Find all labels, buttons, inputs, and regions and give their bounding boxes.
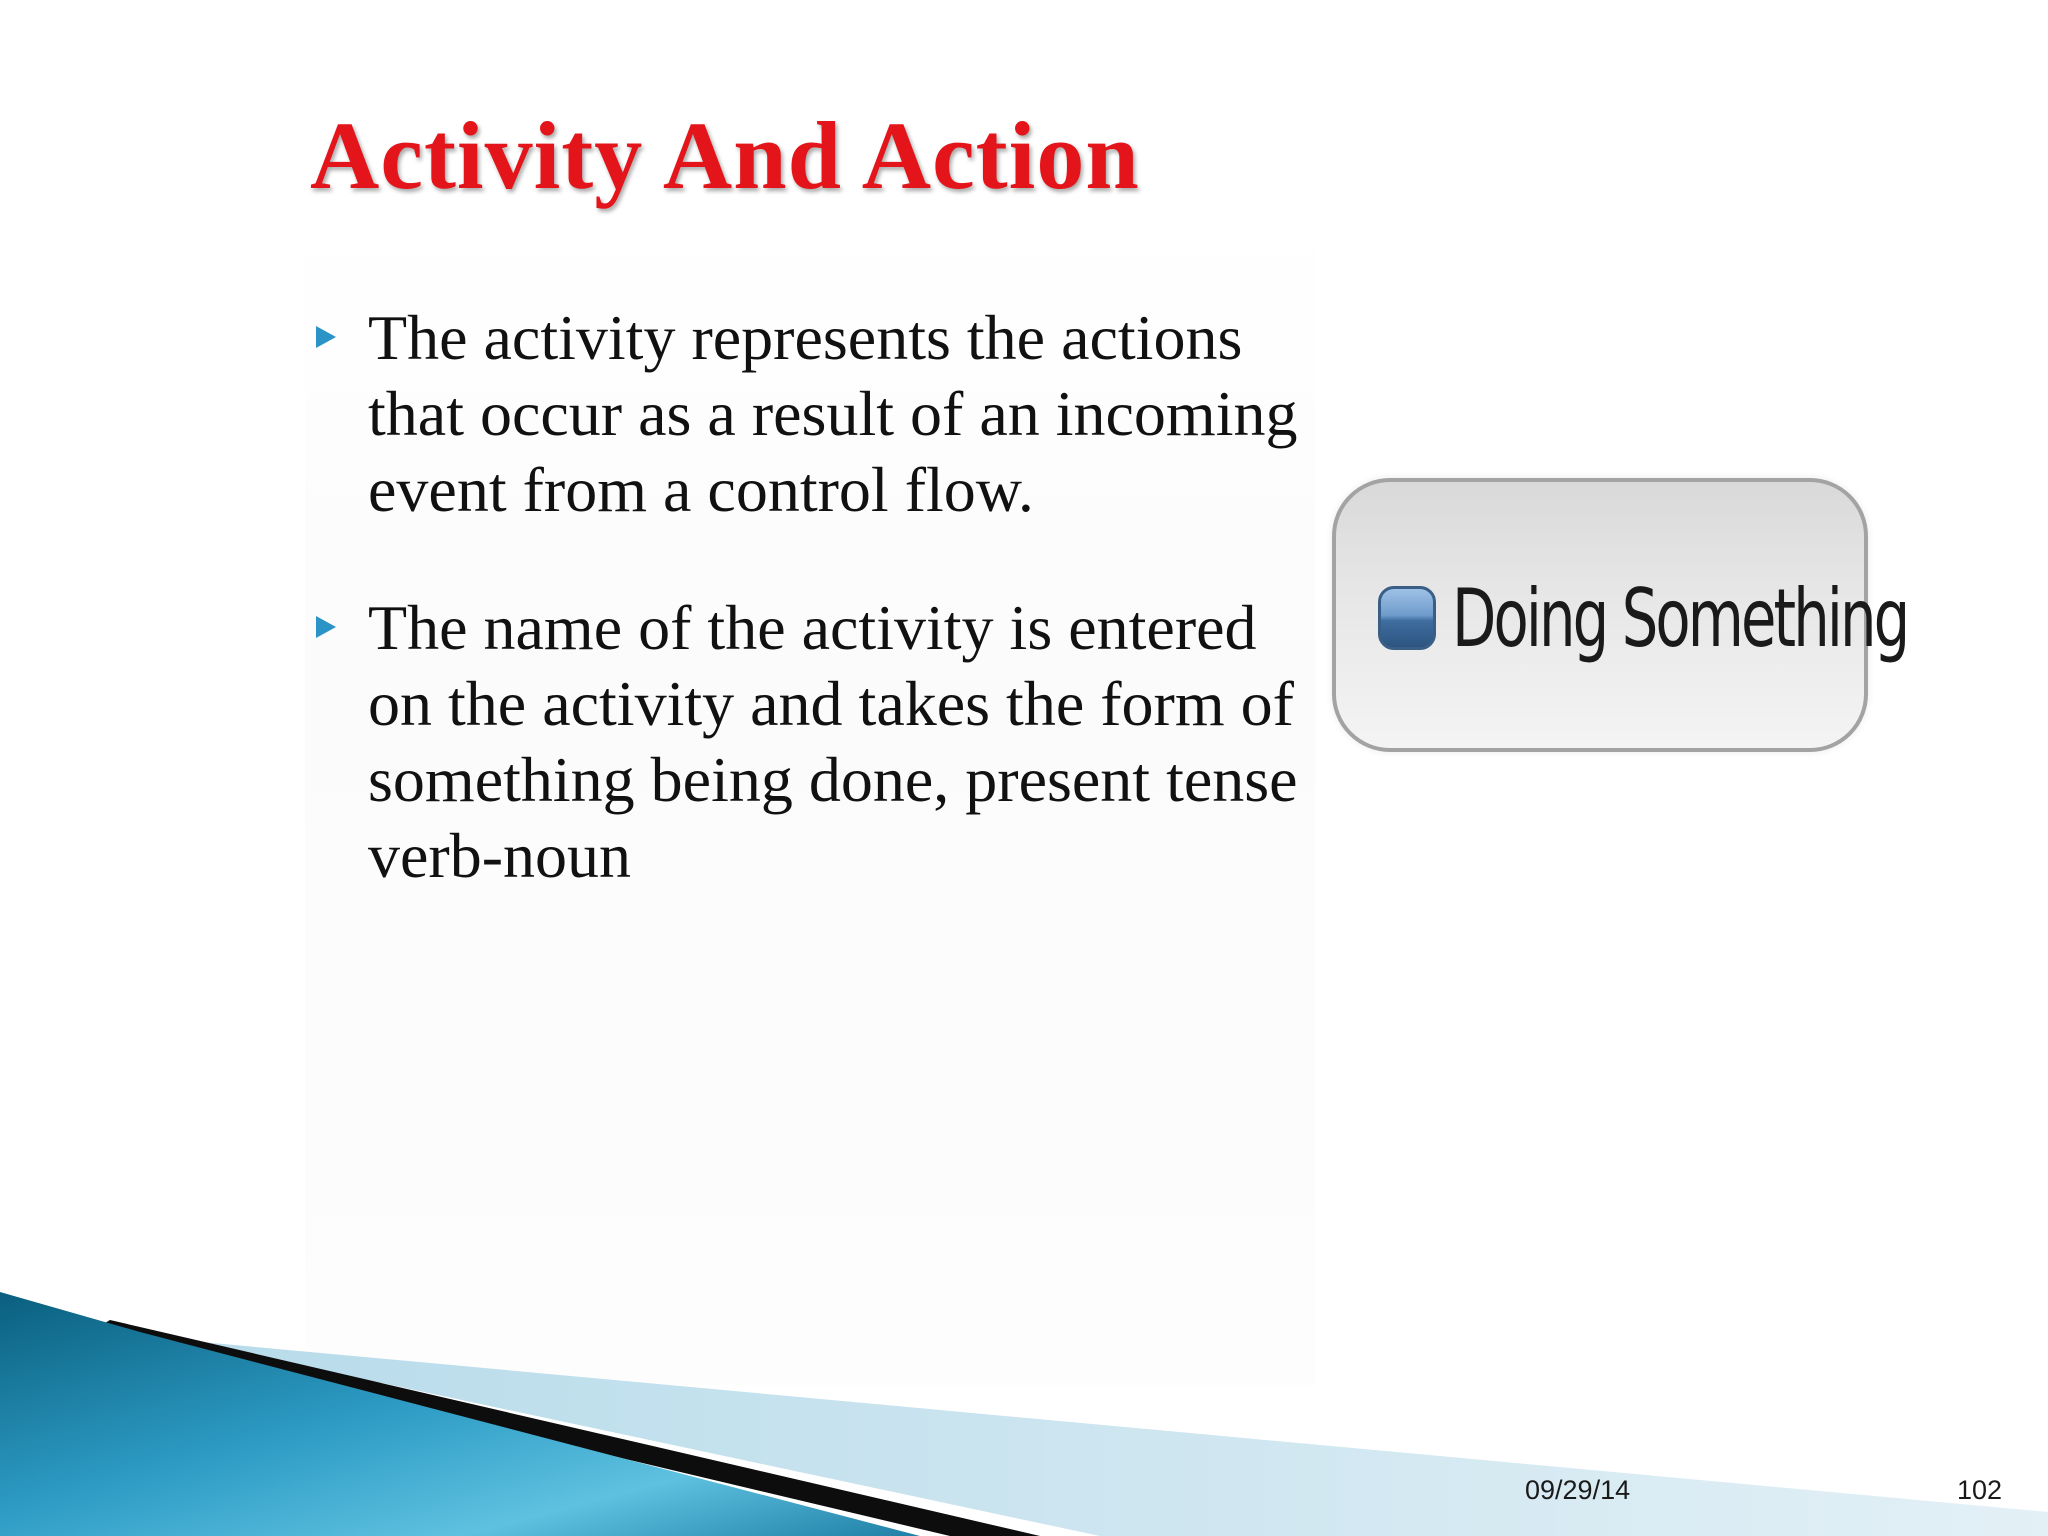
bullet-list	[312, 300, 1322, 956]
activity-icon	[1378, 586, 1436, 650]
activity-node-image	[1332, 478, 1908, 752]
corner-swoosh-decoration	[0, 1280, 2048, 1536]
bullet-item	[312, 300, 1322, 528]
bullet-text: The name of the activity is entered on the activity and takes the form of something being done, present tense verb-noun	[368, 592, 1298, 891]
bullet-text: The activity represents the actions that occur as a result of an incoming event from a control flow.	[368, 302, 1298, 525]
slide-title: Activity And Action	[310, 102, 1140, 209]
triangle-bullet-icon	[316, 616, 336, 638]
triangle-bullet-icon	[316, 326, 336, 348]
footer-date: 09/29/14	[1525, 1475, 1631, 1505]
footer-page-number: 102	[1957, 1475, 2003, 1505]
activity-node-label: Doing Something	[1452, 572, 1908, 665]
bullet-item	[312, 590, 1322, 894]
